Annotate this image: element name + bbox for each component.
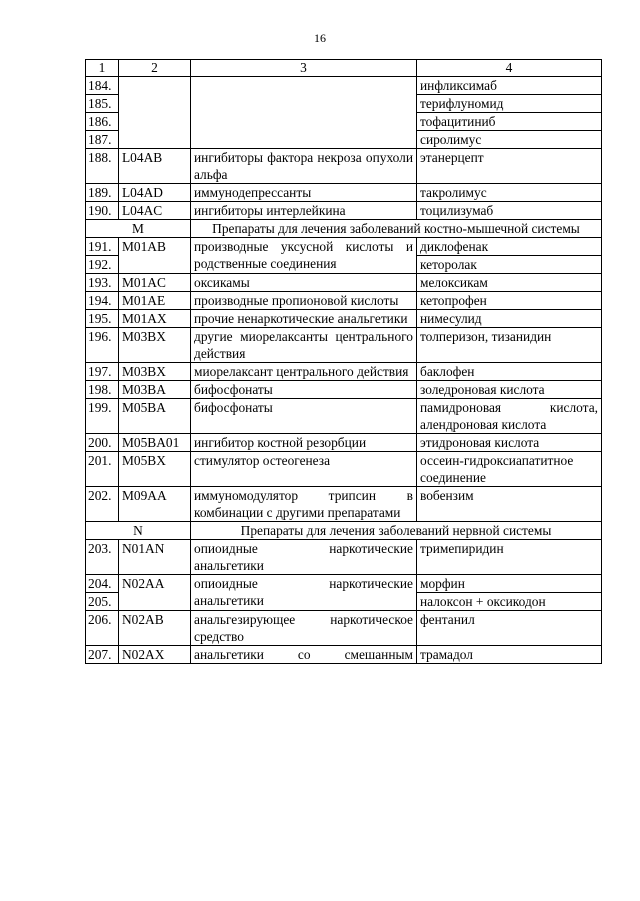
drug-name: фентанил [417,611,602,646]
drug-name: мелоксикам [417,274,602,292]
row-number: 203. [86,540,119,575]
drug-name: кетопрофен [417,292,602,310]
row-number: 187. [86,131,119,149]
drug-group: опиоидные наркотические анальгетики [191,540,417,575]
table-row [86,399,602,434]
drug-name: тримепиридин [417,540,602,575]
section-title: Препараты для лечения заболеваний костно-мышечной системы [191,220,602,238]
atc-code: M01AE [119,292,191,310]
atc-code: M05BA [119,399,191,434]
row-number: 207. [86,646,119,664]
table-row [86,540,602,575]
row-number: 184. [86,77,119,95]
drug-name: инфликсимаб [417,77,602,95]
row-number: 198. [86,381,119,399]
drug-name: морфин [417,575,602,593]
table-row [86,184,602,202]
drug-group [191,77,417,149]
drug-name: оссеин-гидроксиапатитное соединение [417,452,602,487]
atc-code: M03BA [119,381,191,399]
row-number: 191. [86,238,119,256]
drug-name: памидроновая кислота, алендроновая кислота [417,399,602,434]
drug-name: налоксон + оксикодон [417,593,602,611]
drug-group: иммунодепрессанты [191,184,417,202]
atc-code: L04AD [119,184,191,202]
drug-name: вобензим [417,487,602,522]
drug-name: кеторолак [417,256,602,274]
row-number: 189. [86,184,119,202]
drug-name: баклофен [417,363,602,381]
table-row [86,381,602,399]
row-number: 185. [86,95,119,113]
drug-table [85,59,602,664]
row-number: 202. [86,487,119,522]
table-row [86,611,602,646]
atc-code: N01AN [119,540,191,575]
table-row [86,328,602,363]
row-number: 197. [86,363,119,381]
drug-name: нимесулид [417,310,602,328]
row-number: 206. [86,611,119,646]
atc-code: L04AC [119,202,191,220]
section-code: M [86,220,191,238]
table-row [86,434,602,452]
drug-group: производные пропионовой кислоты [191,292,417,310]
drug-group: опиоидные наркотические анальгетики [191,575,417,611]
drug-name: трамадол [417,646,602,664]
atc-code: M05BX [119,452,191,487]
row-number: 196. [86,328,119,363]
section-title: Препараты для лечения заболеваний нервной системы [191,522,602,540]
drug-group: иммуномодулятор трипсин в комбинации с другими препаратами [191,487,417,522]
row-number: 195. [86,310,119,328]
table-row [86,77,602,95]
atc-code: M01AC [119,274,191,292]
drug-name: терифлуномид [417,95,602,113]
row-number: 190. [86,202,119,220]
drug-name: диклофенак [417,238,602,256]
atc-code: N02AB [119,611,191,646]
atc-code: M03BX [119,328,191,363]
row-number: 193. [86,274,119,292]
table-row [86,149,602,184]
drug-name: этидроновая кислота [417,434,602,452]
drug-name: тофацитиниб [417,113,602,131]
table-row [86,646,602,664]
drug-group: другие миорелаксанты центрального действия [191,328,417,363]
drug-group: анальгетики со смешанным [191,646,417,664]
table-row [86,452,602,487]
section-row [86,220,602,238]
section-code: N [86,522,191,540]
row-number: 192. [86,256,119,274]
atc-code [119,77,191,149]
table-row [86,487,602,522]
table-row [86,575,602,593]
drug-name: золедроновая кислота [417,381,602,399]
atc-code: L04AB [119,149,191,184]
table-row [86,363,602,381]
table-row [86,292,602,310]
table-row [86,238,602,256]
drug-group: оксикамы [191,274,417,292]
drug-group: прочие ненаркотические анальгетики [191,310,417,328]
row-number: 201. [86,452,119,487]
table-row [86,310,602,328]
page-number: 16 [314,31,326,45]
table-row [86,274,602,292]
header-cell: 1 [86,60,119,77]
atc-code: M01AX [119,310,191,328]
drug-group: ингибиторы интерлейкина [191,202,417,220]
atc-code: M01AB [119,238,191,274]
drug-group: производные уксусной кислоты и родственные соединения [191,238,417,274]
row-number: 188. [86,149,119,184]
atc-code: M03BX [119,363,191,381]
row-number: 186. [86,113,119,131]
drug-name: этанерцепт [417,149,602,184]
row-number: 200. [86,434,119,452]
drug-group: бифосфонаты [191,399,417,434]
atc-code: M09AA [119,487,191,522]
drug-group: миорелаксант центрального действия [191,363,417,381]
drug-name: сиролимус [417,131,602,149]
row-number: 199. [86,399,119,434]
drug-group: стимулятор остеогенеза [191,452,417,487]
drug-group: ингибиторы фактора некроза опухоли альфа [191,149,417,184]
drug-name: толперизон, тизанидин [417,328,602,363]
drug-name: тоцилизумаб [417,202,602,220]
atc-code: N02AA [119,575,191,611]
row-number: 204. [86,575,119,593]
row-number: 194. [86,292,119,310]
atc-code: M05BA01 [119,434,191,452]
row-number: 205. [86,593,119,611]
table-row [86,202,602,220]
header-cell: 4 [417,60,602,77]
header-cell: 2 [119,60,191,77]
atc-code: N02AX [119,646,191,664]
header-cell: 3 [191,60,417,77]
table-header-row [86,60,602,77]
section-row [86,522,602,540]
drug-group: бифосфонаты [191,381,417,399]
drug-group: анальгезирующее наркотическое средство [191,611,417,646]
drug-name: такролимус [417,184,602,202]
drug-group: ингибитор костной резорбции [191,434,417,452]
